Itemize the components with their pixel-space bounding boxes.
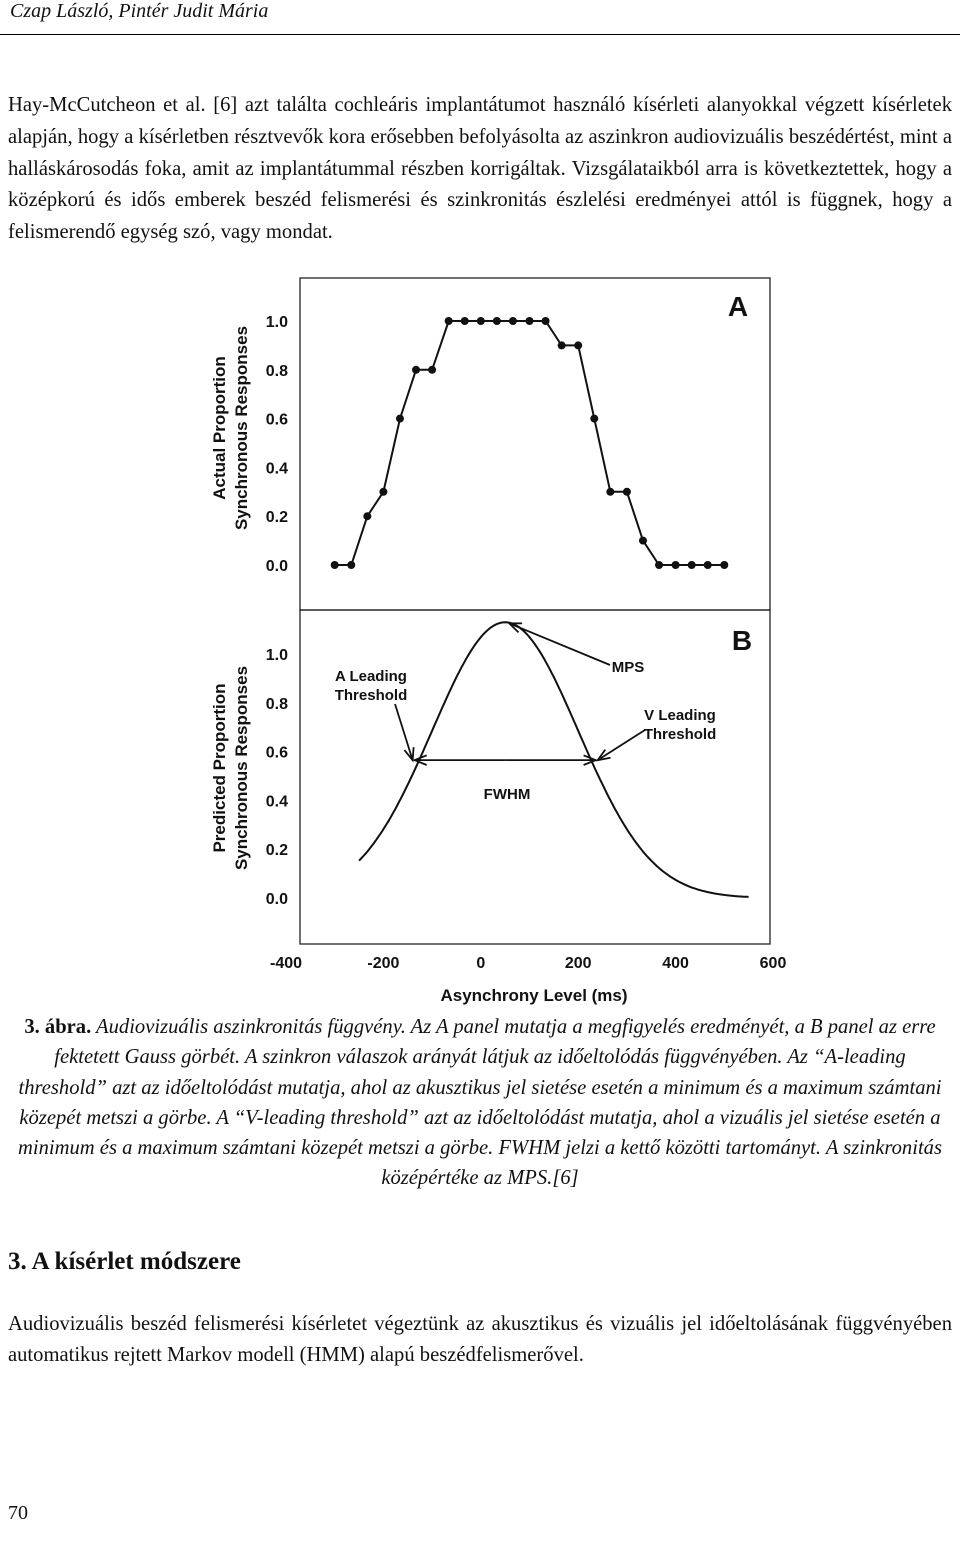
v-leading-label-line1: V Leading xyxy=(644,707,716,724)
x-tick-label: 200 xyxy=(564,955,592,972)
panel-a-data-point xyxy=(704,561,712,569)
page-number: 70 xyxy=(8,1502,28,1524)
panel-a-data-point xyxy=(574,341,582,349)
figure-caption xyxy=(8,1012,952,1194)
panel-a-data-point xyxy=(720,561,728,569)
v-leading-label-line2: Threshold xyxy=(643,726,717,743)
panel-a-data-point xyxy=(477,317,485,325)
panel-a-data-point xyxy=(558,341,566,349)
panel-a-data-point xyxy=(655,561,663,569)
x-tick-label: 600 xyxy=(759,955,787,972)
mps-label: MPS xyxy=(611,659,645,676)
panel-b-ytick-label: 0.6 xyxy=(265,744,288,762)
panel-a-data-point xyxy=(396,415,404,423)
panel-a-yticks xyxy=(266,314,288,575)
a-leading-label-line2: Threshold xyxy=(334,687,408,704)
panel-b-ytick-label: 0.0 xyxy=(265,891,288,908)
panel-b-ytick-label: 1.0 xyxy=(265,647,288,664)
panel-b xyxy=(210,610,786,972)
panel-b-ylabel-line2: Synchronous Responses xyxy=(232,665,251,871)
x-tick-label: 400 xyxy=(662,955,689,972)
panel-a xyxy=(210,278,770,610)
panel-b-arrows xyxy=(395,623,645,765)
panel-a-ytick-label: 0.8 xyxy=(265,362,288,380)
panel-b-ytick-label: 0.4 xyxy=(265,793,288,811)
panel-a-data-point xyxy=(412,366,420,374)
panel-a-data-point xyxy=(526,317,534,325)
panel-a-ytick-label: 0.4 xyxy=(265,460,288,478)
panel-a-data-point xyxy=(363,512,371,520)
panel-b-ytick-label: 0.2 xyxy=(265,842,288,860)
panel-a-data-point xyxy=(445,317,453,325)
panel-a-label: A xyxy=(727,291,749,322)
v-leading-arrow-head xyxy=(598,750,611,761)
panel-a-data-point xyxy=(379,488,387,496)
section-title: 3. A kísérlet módszere xyxy=(8,1248,241,1275)
running-header: Czap László, Pintér Judit Mária xyxy=(10,0,269,22)
panel-a-data-point xyxy=(493,317,501,325)
panel-a-data-point xyxy=(509,317,517,325)
x-tick-label: -200 xyxy=(367,955,400,972)
panel-a-data-point xyxy=(347,561,355,569)
panel-b-ylabel-line1: Predicted Proportion xyxy=(210,683,229,853)
panel-a-ytick-label: 0.2 xyxy=(265,509,288,527)
x-tick-label: 0 xyxy=(476,955,486,972)
a-leading-arrow-shaft xyxy=(395,704,413,760)
panel-a-data-point xyxy=(542,317,550,325)
panel-a-data-point xyxy=(590,415,598,423)
panel-a-data-point xyxy=(331,561,339,569)
header-rule xyxy=(0,34,960,35)
a-leading-label-line1: A Leading xyxy=(335,668,407,685)
panel-a-data-point xyxy=(672,561,680,569)
v-leading-arrow-shaft xyxy=(598,730,645,760)
panel-a-data-line xyxy=(335,321,725,565)
panel-a-frame xyxy=(300,278,770,610)
panel-a-ylabel-line1: Actual Proportion xyxy=(210,356,229,500)
panel-a-ytick-label: 0.6 xyxy=(265,411,288,429)
panel-b-xticks xyxy=(270,955,786,972)
panel-a-data-point xyxy=(428,366,436,374)
panel-a-data-point xyxy=(639,537,647,545)
x-axis-label: Asynchrony Level (ms) xyxy=(440,986,628,1005)
body-paragraph-1: Hay-McCutcheon et al. [6] azt találta cochleáris implantátumot használó kísérleti alanyokkal végzett kísérletek alapján, hogy a kísérletben résztvevők kora erősebben befolyásolta az aszinkron audiovizuális beszédértést, mint a halláskárosodás foka, amit az implantátummal részben korrigáltak. Vizsgálataikból arra is következtettek, hogy a középkorú és idős emberek beszéd felismerési és szinkronitás észlelési eredményei attól is függnek, hogy a felismerendő egység szó, vagy mondat. xyxy=(8,94,952,244)
caption-label: 3. ábra. xyxy=(24,1016,92,1038)
fwhm-label: FWHM xyxy=(483,786,531,803)
panel-a-data-point xyxy=(688,561,696,569)
caption-text: Audiovizuális aszinkronitás függvény. Az A panel mutatja a megfigyelés eredményét, a B panel az erre fektetett Gauss görbét. A szinkron válaszok arányát látjuk az időeltolódás függvényében. Az “A-leading threshold” azt az időeltolódást mutatja, ahol az akusztikus jel sietése esetén a minimum és a maximum számtani közepét metszi a görbe. A “V-leading threshold” azt az időeltolódást mutatja, ahol a vizuális jel sietése esetén a minimum és a maximum számtani közepét metszi a görbe. FWHM jelzi a kettő közötti tartományt. A szinkronitás középértéke az MPS.[6] xyxy=(18,1016,942,1190)
mps-arrow-shaft xyxy=(509,623,610,665)
panel-b-yticks xyxy=(266,647,288,908)
panel-a-data-point xyxy=(461,317,469,325)
panel-b-ytick-label: 0.8 xyxy=(265,695,288,713)
figure-asynchrony-function xyxy=(200,268,800,1008)
panel-a-data-point xyxy=(606,488,614,496)
panel-b-frame xyxy=(300,610,770,944)
panel-a-data-point xyxy=(623,488,631,496)
body-paragraph-2: Audiovizuális beszéd felismerési kísérletet végeztünk az akusztikus és vizuális jel időeltolásának függvényében automatikus rejtett Markov modell (HMM) alapú beszédfelismerővel. xyxy=(8,1313,952,1366)
panel-a-ytick-label: 1.0 xyxy=(265,314,288,331)
panel-b-label: B xyxy=(731,625,753,656)
x-tick-label: -400 xyxy=(269,955,303,972)
panel-a-ylabel-line2: Synchronous Responses xyxy=(232,325,251,531)
panel-a-ytick-label: 0.0 xyxy=(265,558,288,575)
panel-a-points xyxy=(331,317,729,569)
